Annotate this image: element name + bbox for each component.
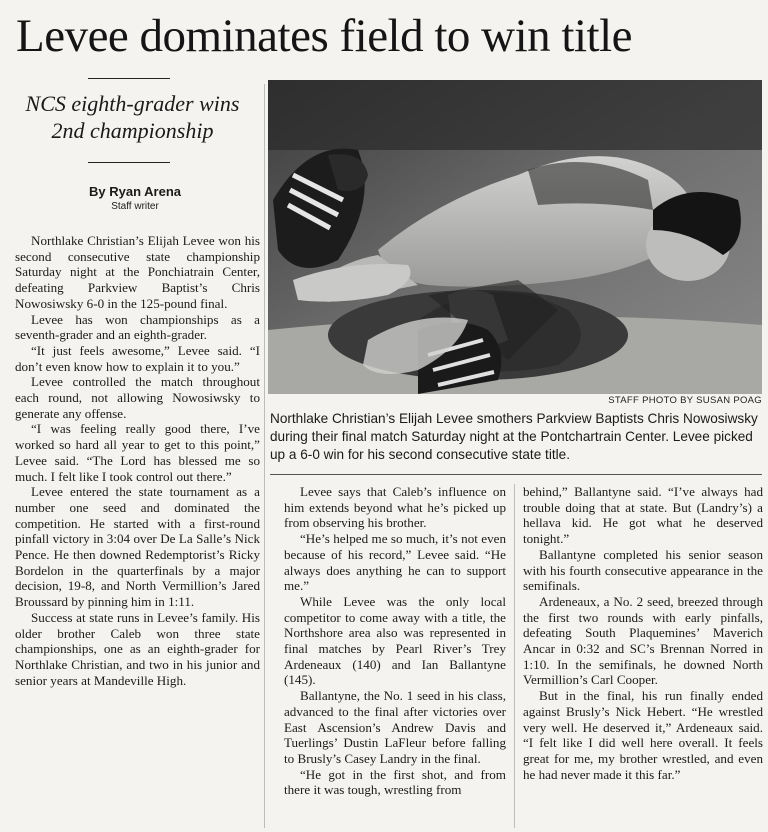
column-divider [514, 484, 515, 828]
paragraph: Levee says that Caleb’s influence on him extends beyond what he’s picked up from observing his brother. [284, 484, 506, 531]
article-column-3 [523, 484, 763, 830]
paragraph: “I was feeling really good there, I’ve worked so hard all year to get to this point,” Levee said. “The Lord has blessed me so much. I felt like I took control out there.” [15, 421, 260, 484]
deck-line-1: NCS eighth-grader wins [25, 91, 240, 116]
paragraph: Northlake Christian’s Elijah Levee won his second consecutive state championship Saturday night at the Ponchiatrain Center, defeating Parkview Baptist’s Chris Nowosiwsky 6-0 in the 125-pound final. [15, 233, 260, 311]
paragraph: Success at state runs in Levee’s family. His older brother Caleb won three state championships, one as an eighth-grader for Northlake Christian, and two in his junior and senior years at Mandeville High. [15, 609, 260, 688]
paragraph: “He got in the first shot, and from there it was tough, wrestling from [284, 766, 506, 798]
paragraph: Levee entered the state tournament as a number one seed and dominated the competition. He started with a first-round pinfall victory in 3:04 over De La Salle’s Nick Pence. He then downed Redemptorist’s Ricky Bordelon in the quarterfinals by a major decision, 19-8, and North Vermillion’s Jared Broussard by pinning him in 1:11. [15, 484, 260, 610]
photo-caption: Northlake Christian’s Elijah Levee smothers Parkview Baptists Chris Nowosiwsky during their final match Saturday night at the Pontchartrain Center. Levee picked up a 6-0 win for his second consecutive state title. [270, 411, 758, 462]
article-column-1 [15, 233, 260, 829]
paragraph: behind,” Ballantyne said. “I’ve always had trouble doing that at state. But (Landry’s) a hellava kid. He got what he deserved tonight.” [523, 484, 763, 547]
deck-top-rule [88, 78, 170, 79]
caption-rule [270, 474, 762, 475]
byline-role: Staff writer [111, 201, 159, 212]
paragraph: Levee controlled the match throughout each round, not allowing Nowosiwsky to generate any offense. [15, 374, 260, 421]
wrestling-photo-image [268, 80, 762, 394]
deck [10, 90, 255, 144]
paragraph: Levee has won championships as a seventh-grader and an eighth-grader. [15, 311, 260, 343]
deck-line-2: 2nd championship [51, 118, 214, 143]
article-column-2 [284, 484, 506, 830]
wrestling-photo [268, 80, 762, 394]
paragraph: “It just feels awesome,” Levee said. “I don’t even know how to explain it to you.” [15, 342, 260, 374]
paragraph: “He’s helped me so much, it’s not even because of his record,” Levee said. “He always does anything he can to support me.” [284, 531, 506, 594]
photo-credit: STAFF PHOTO BY SUSAN POAG [608, 395, 762, 406]
paragraph: Ballantyne, the No. 1 seed in his class, advanced to the final after victories over East Ascension’s Andrew Davis and Tuerlings’ Dustin LaFleur before falling to Brusly’s Casey Landry in the final. [284, 688, 506, 766]
headline: Levee dominates field to win title [16, 10, 633, 62]
deck-bottom-rule [88, 162, 170, 163]
paragraph: While Levee was the only local competitor to come away with a title, the Northshore area also was represented in final matches by Pearl River’s Trey Ardeneaux (140) and Ian Ballantyne (145). [284, 593, 506, 688]
paragraph: Ballantyne completed his senior season with his fourth consecutive appearance in the semifinals. [523, 546, 763, 594]
paragraph: But in the final, his run finally ended against Brusly’s Nick Hebert. “He wrestled very well. He deserved it,” Ardeneaux said. “I felt like I did well here overall. It feels great for me, my brother wrestled, and even he had never made it this far.” [523, 688, 763, 782]
column-divider [264, 84, 265, 828]
byline-name: By Ryan Arena [89, 184, 181, 199]
paragraph: Ardeneaux, a No. 2 seed, breezed through the first two rounds with early pinfalls, defeating South Plaquemines’ Maverich Ancar in 0:32 and SC’s Brennan Norred in 1:10. In the semifinals, he downed North Vermillion’s Carl Cooper. [523, 593, 763, 688]
byline [70, 184, 200, 213]
